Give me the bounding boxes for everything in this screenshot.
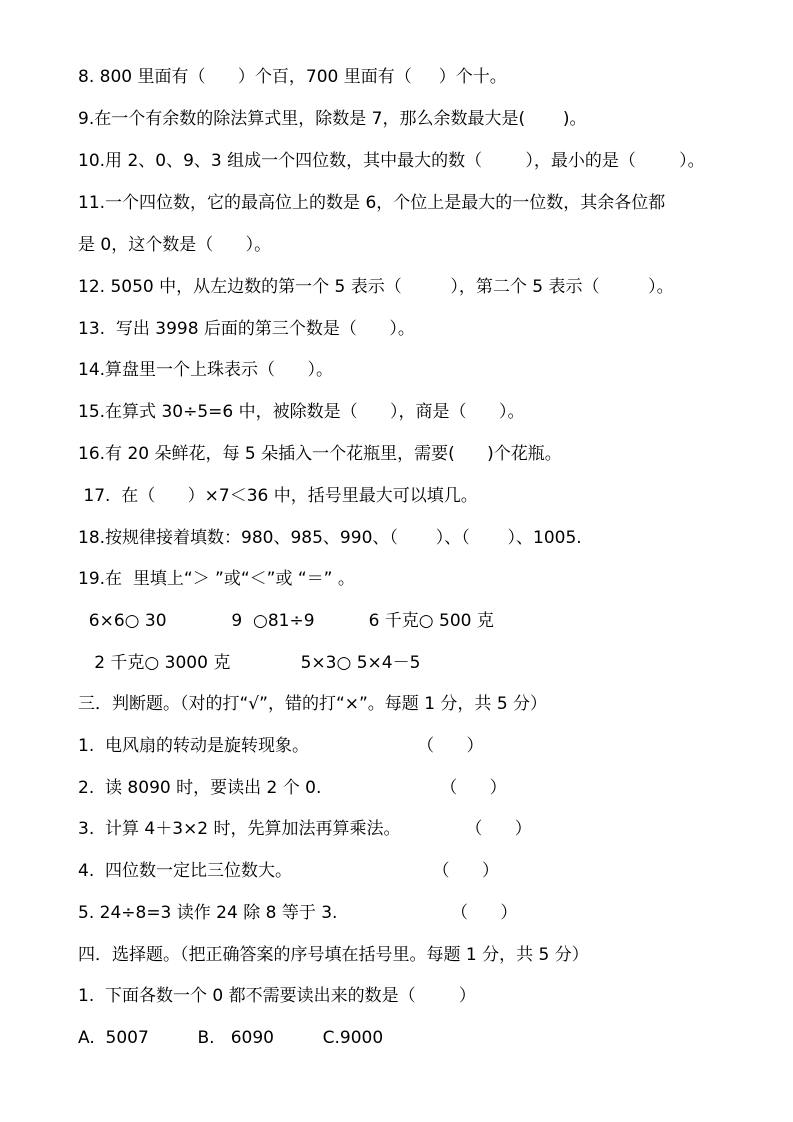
question-12: 12. 5050 中，从左边数的第一个 5 表示（ ），第二个 5 表示（ ）。 [78, 277, 674, 297]
judge-3: 3. 计算 4＋3×2 时，先算加法再算乘法。 （ ） [78, 819, 532, 839]
judge-5: 5. 24÷8=3 读作 24 除 8 等于 3. （ ） [78, 903, 518, 923]
question-8: 8. 800 里面有（ ）个百，700 里面有（ ）个十。 [78, 67, 507, 87]
question-13: 13. 写出 3998 后面的第三个数是（ ）。 [78, 319, 415, 339]
question-19: 19.在 里填上“＞ ”或“＜”或 “＝” 。 [78, 569, 355, 589]
judge-1: 1. 电风扇的转动是旋转现象。 （ ） [78, 736, 484, 756]
question-18: 18.按规律接着填数：980、985、990、（ ）、（ ）、1005. [78, 528, 582, 548]
question-19-row-1: 6×6○ 30 9 ○81÷9 6 千克○ 500 克 [78, 611, 494, 631]
judge-4: 4. 四位数一定比三位数大。 （ ） [78, 861, 499, 881]
judge-2: 2. 读 8090 时，要读出 2 个 0. （ ） [78, 778, 507, 798]
question-19-row-2: 2 千克○ 3000 克 5×3○ 5×4－5 [78, 653, 421, 673]
question-16: 16.有 20 朵鲜花，每 5 朵插入一个花瓶里，需要( )个花瓶。 [78, 444, 562, 464]
question-17: 17. 在（ ）×7＜36 中，括号里最大可以填几。 [78, 486, 478, 506]
choice-1-options: A. 5007 B. 6090 C.9000 [78, 1028, 384, 1048]
question-14: 14.算盘里一个上珠表示（ ）。 [78, 360, 333, 380]
choice-1: 1. 下面各数一个 0 都不需要读出来的数是（ ） [78, 986, 476, 1006]
question-15: 15.在算式 30÷5=6 中，被除数是（ ），商是（ ）。 [78, 402, 525, 422]
question-11-line-2: 是 0，这个数是（ ）。 [78, 235, 272, 255]
question-10: 10.用 2、0、9、3 组成一个四位数，其中最大的数（ ），最小的是（ ）。 [78, 151, 705, 171]
section-3-heading: 三．判断题。（对的打“√”，错的打“×”。每题 1 分，共 5 分） [78, 694, 548, 714]
question-11-line-1: 11.一个四位数，它的最高位上的数是 6，个位上是最大的一位数，其余各位都 [78, 193, 666, 213]
section-4-heading: 四．选择题。（把正确答案的序号填在括号里。每题 1 分，共 5 分） [78, 945, 589, 965]
question-9: 9.在一个有余数的除法算式里，除数是 7，那么余数最大是( )。 [78, 109, 587, 129]
